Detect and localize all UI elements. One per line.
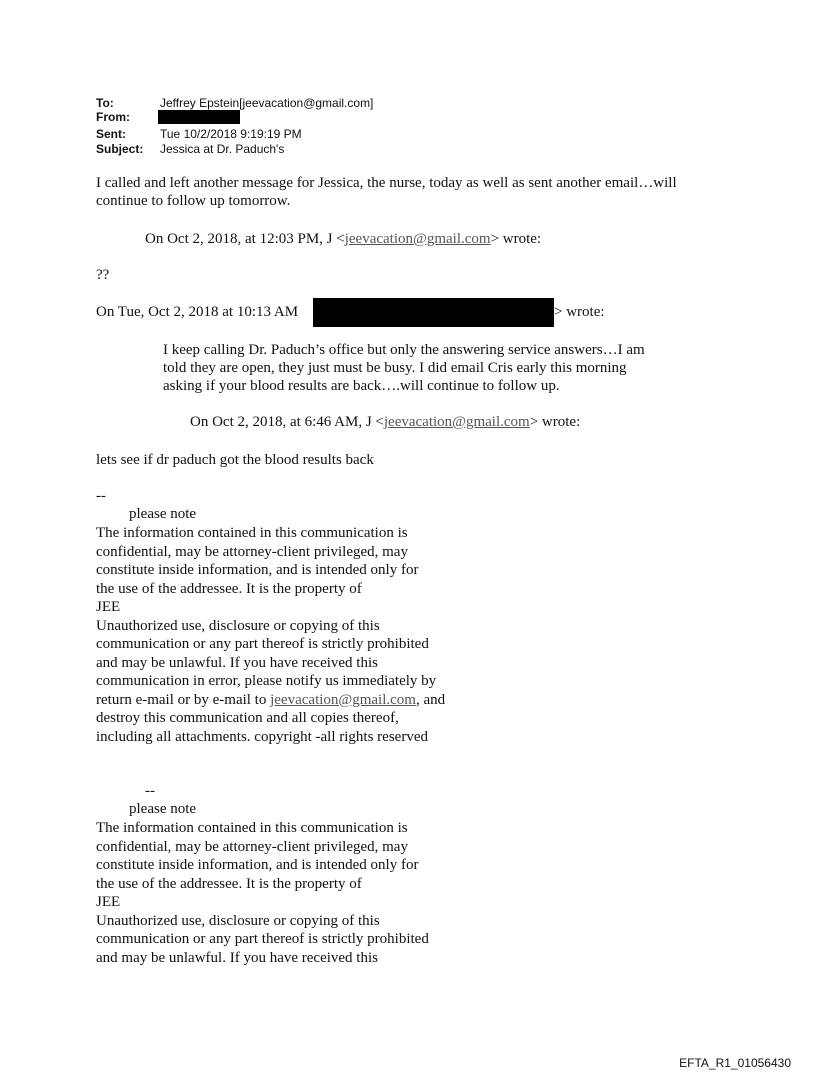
email-link[interactable]: jeevacation@gmail.com [344, 231, 491, 247]
email-link[interactable]: jeevacation@gmail.com [270, 691, 416, 708]
sig-note: please note [129, 801, 197, 817]
disclaimer-line: communication or any part thereof is strictly prohibited [96, 931, 429, 947]
disclaimer-line: JEE [96, 894, 121, 910]
disclaimer-line: and may be unlawful. If you have received this [96, 949, 378, 966]
quote-header-1 [145, 230, 541, 249]
disclaimer-line: The information contained in this communication is [96, 820, 408, 836]
to-label: To: [96, 96, 114, 110]
sig-dashes: -- [145, 783, 155, 799]
signature-disclaimer-2 [96, 819, 429, 967]
from-redaction [158, 110, 240, 124]
disclaimer-line: communication or any part thereof is strictly prohibited [96, 636, 429, 652]
quote-header-2-suffix: > wrote: [554, 304, 605, 320]
subject-value: Jessica at Dr. Paduch's [160, 142, 285, 156]
disclaimer-line: The information contained in this communication is [96, 525, 408, 541]
body-paragraph-line: asking if your blood results are back….will continue to follow up. [163, 378, 560, 394]
from-label: From: [96, 110, 130, 124]
disclaimer-line: Unauthorized use, disclosure or copying of this [96, 617, 380, 634]
body-paragraph-line: I keep calling Dr. Paduch’s office but only the answering service answers…I am [163, 342, 645, 358]
quote-header-2-prefix: On Tue, Oct 2, 2018 at 10:13 AM [96, 304, 299, 320]
to-value: Jeffrey Epstein[jeevacation@gmail.com] [160, 96, 374, 110]
disclaimer-line: destroy this communication and all copies thereof, [96, 710, 399, 726]
disclaimer-line: JEE [96, 599, 121, 615]
disclaimer-line: the use of the addressee. It is the property of [96, 580, 362, 597]
sent-label: Sent: [96, 127, 126, 141]
subject-label: Subject: [96, 142, 144, 156]
quote-header-3 [190, 413, 580, 432]
sig-dashes: -- [96, 488, 106, 504]
signature-disclaimer-1 [96, 524, 445, 746]
email-link[interactable]: jeevacation@gmail.com [383, 414, 530, 430]
disclaimer-line: and may be unlawful. If you have received this [96, 654, 378, 671]
disclaimer-line: including all attachments. copyright -all rights reserved [96, 728, 428, 745]
disclaimer-line: constitute inside information, and is intended only for [96, 562, 419, 578]
disclaimer-text: , and [415, 691, 446, 708]
sig-note: please note [129, 506, 197, 522]
sent-row [96, 128, 126, 141]
question-marks: ?? [96, 267, 110, 283]
document-id: EFTA_R1_01056430 [679, 1056, 791, 1070]
body-paragraph-line: I called and left another message for Jessica, the nurse, today as well as sent another email…will [96, 175, 677, 191]
quote-header-text: On Oct 2, 2018, at 12:03 PM, J < [145, 231, 345, 247]
disclaimer-text: return e-mail or by e-mail to [96, 691, 271, 708]
body-paragraph-line: lets see if dr paduch got the blood results back [96, 452, 374, 468]
body-paragraph-line: told they are open, they just must be busy. I did email Cris early this morning [163, 360, 627, 376]
sender-redaction [313, 298, 554, 327]
subject-row [96, 143, 143, 156]
body-paragraph-line: continue to follow up tomorrow. [96, 193, 291, 209]
to-row [96, 97, 114, 110]
disclaimer-line [96, 691, 445, 710]
disclaimer-line: the use of the addressee. It is the property of [96, 875, 362, 892]
from-row [96, 111, 130, 124]
disclaimer-line: Unauthorized use, disclosure or copying of this [96, 912, 380, 929]
sent-value: Tue 10/2/2018 9:19:19 PM [160, 127, 302, 141]
disclaimer-line: communication in error, please notify us immediately by [96, 673, 437, 689]
quote-header-text: On Oct 2, 2018, at 6:46 AM, J < [190, 414, 384, 430]
quote-header-text: > wrote: [529, 414, 581, 430]
disclaimer-line: constitute inside information, and is intended only for [96, 857, 419, 873]
disclaimer-line: confidential, may be attorney-client privileged, may [96, 543, 408, 560]
disclaimer-line: confidential, may be attorney-client privileged, may [96, 838, 408, 855]
quote-header-text: > wrote: [490, 231, 542, 247]
